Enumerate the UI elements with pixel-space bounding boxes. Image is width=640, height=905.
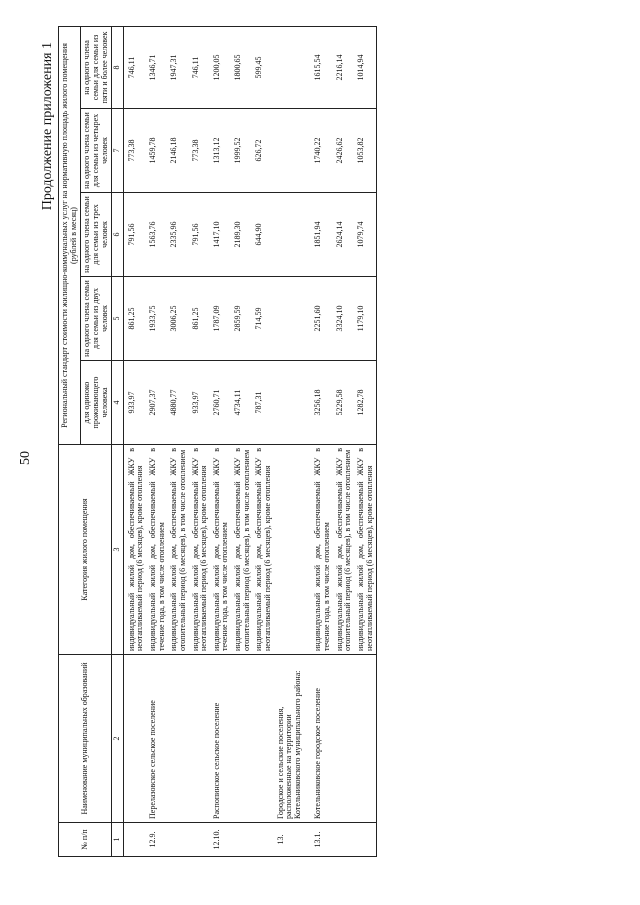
rate-family-4: 2146,18	[168, 109, 189, 193]
row-number: 12.10.	[211, 823, 232, 857]
rate-family-3: 2335,96	[168, 193, 189, 277]
header-family-3: на одного члена семьи для семьи из трех человек	[81, 193, 112, 277]
column-number: 3	[112, 445, 124, 655]
header-standard: Региональный стандарт стоимости жилищно-коммунальных услуг на нормативную площадь жилого помещения (рублей в месяц)	[59, 26, 81, 444]
column-number: 7	[112, 109, 124, 193]
header-municipality: Наименование муниципальных образований	[59, 655, 112, 823]
rate-family-2: 1787,09	[211, 277, 232, 361]
rate-family-4: 773,38	[123, 109, 147, 193]
rate-single: 2760,71	[211, 361, 232, 445]
row-number: 13.1.	[312, 823, 333, 857]
rate-family-5: 599,45	[253, 26, 274, 108]
column-number: 6	[112, 193, 124, 277]
page-number: 50	[18, 451, 33, 465]
table-header	[59, 26, 124, 856]
table-row	[123, 26, 147, 856]
row-number	[232, 823, 253, 857]
rate-single: 1282,78	[355, 361, 377, 445]
rate-family-5: 1800,65	[232, 26, 253, 108]
column-number: 1	[112, 823, 124, 857]
column-number: 8	[112, 26, 124, 108]
rate-family-3: 644,90	[253, 193, 274, 277]
rate-family-4: 1053,82	[355, 109, 377, 193]
rate-single: 787,31	[253, 361, 274, 445]
header-number: № п/п	[59, 823, 112, 857]
column-number: 2	[112, 655, 124, 823]
municipality-name	[123, 655, 147, 823]
rate-family-5	[275, 26, 313, 108]
municipality-name: Городское и сельские поселения, расположенные на территории Котельниковского муниципального района:	[275, 655, 313, 823]
rate-family-5: 1947,31	[168, 26, 189, 108]
rate-single: 3256,18	[312, 361, 333, 445]
row-number	[168, 823, 189, 857]
rate-single: 4880,77	[168, 361, 189, 445]
rate-family-3: 2189,30	[232, 193, 253, 277]
rate-family-5: 1014,94	[355, 26, 377, 108]
rate-family-4: 1459,78	[147, 109, 168, 193]
header-family-2: на одного члена семьи для семьи из двух человек	[81, 277, 112, 361]
row-number: 13.	[275, 823, 313, 857]
rate-family-3: 791,56	[123, 193, 147, 277]
table-row	[147, 26, 168, 856]
municipality-name: Котельниковское городское поселение	[312, 655, 333, 823]
rate-single: 2907,37	[147, 361, 168, 445]
rate-single	[275, 361, 313, 445]
housing-category: индивидуальный жилой дом, обеспечиваемый ЖКУ в течение года, в том числе отоплением	[147, 445, 168, 655]
municipality-name	[355, 655, 377, 823]
housing-category: индивидуальный жилой дом, обеспечиваемый ЖКУ в неотапливаемый период (6 месяцев), кроме отопления	[123, 445, 147, 655]
header-family-4: на одного члена семьи для семьи из четырех человек	[81, 109, 112, 193]
rate-family-2: 861,25	[190, 277, 211, 361]
rate-single: 933,97	[123, 361, 147, 445]
rate-family-5: 1615,54	[312, 26, 333, 108]
rate-single: 4734,11	[232, 361, 253, 445]
rate-family-5: 1200,05	[211, 26, 232, 108]
rate-family-3	[275, 193, 313, 277]
rate-family-2: 2251,60	[312, 277, 333, 361]
table-row	[275, 26, 313, 856]
table-row	[232, 26, 253, 856]
table-body	[123, 26, 376, 856]
tariff-table	[58, 26, 377, 857]
housing-category: индивидуальный жилой дом, обеспечиваемый ЖКУ в отопительный период (6 месяцев), в том числе отоплением	[168, 445, 189, 655]
table-row	[334, 26, 355, 856]
table-row	[211, 26, 232, 856]
rate-family-5: 746,11	[123, 26, 147, 108]
rate-family-4	[275, 109, 313, 193]
column-number: 4	[112, 361, 124, 445]
rate-family-4: 626,72	[253, 109, 274, 193]
rate-family-4: 1313,12	[211, 109, 232, 193]
row-number: 12.9.	[147, 823, 168, 857]
housing-category: индивидуальный жилой дом, обеспечиваемый ЖКУ в отопительный период (6 месяцев), в том числе отоплением	[334, 445, 355, 655]
rate-family-3: 1079,74	[355, 193, 377, 277]
annex-title: Продолжение приложения 1	[40, 42, 55, 211]
rate-family-3: 1417,10	[211, 193, 232, 277]
row-number	[253, 823, 274, 857]
row-number	[190, 823, 211, 857]
rate-single: 5229,58	[334, 361, 355, 445]
municipality-name	[168, 655, 189, 823]
municipality-name	[232, 655, 253, 823]
table-row	[168, 26, 189, 856]
header-category: Категория жилого помещения	[59, 445, 112, 655]
rate-family-2: 3324,10	[334, 277, 355, 361]
rate-family-4: 2426,62	[334, 109, 355, 193]
rate-family-5: 1346,71	[147, 26, 168, 108]
rate-family-2: 1179,10	[355, 277, 377, 361]
table-row	[253, 26, 274, 856]
rate-single: 933,97	[190, 361, 211, 445]
rate-family-2: 2859,59	[232, 277, 253, 361]
rate-family-5: 746,11	[190, 26, 211, 108]
row-number	[123, 823, 147, 857]
table-row	[312, 26, 333, 856]
row-number	[355, 823, 377, 857]
municipality-name	[334, 655, 355, 823]
housing-category	[275, 445, 313, 655]
table-row	[190, 26, 211, 856]
housing-category: индивидуальный жилой дом, обеспечиваемый ЖКУ в отопительный период (6 месяцев), в том числе отоплением	[232, 445, 253, 655]
rate-family-2: 714,59	[253, 277, 274, 361]
housing-category: индивидуальный жилой дом, обеспечиваемый ЖКУ в течение года, в том числе отоплением	[312, 445, 333, 655]
header-single: для одиноко проживающего человека	[81, 361, 112, 445]
rate-family-3: 1563,76	[147, 193, 168, 277]
column-number: 5	[112, 277, 124, 361]
housing-category: индивидуальный жилой дом, обеспечиваемый ЖКУ в неотапливаемый период (6 месяцев), кроме отопления	[253, 445, 274, 655]
municipality-name	[190, 655, 211, 823]
table-row	[355, 26, 377, 856]
header-family-5: на одного члена семьи для семьи из пяти и более человек	[81, 26, 112, 108]
housing-category: индивидуальный жилой дом, обеспечиваемый ЖКУ в неотапливаемый период (6 месяцев), кроме отопления	[190, 445, 211, 655]
rate-family-3: 2624,14	[334, 193, 355, 277]
rate-family-2: 3006,25	[168, 277, 189, 361]
municipality-name: Перелазовское сельское поселение	[147, 655, 168, 823]
rate-family-3: 791,56	[190, 193, 211, 277]
rate-family-5: 2216,14	[334, 26, 355, 108]
housing-category: индивидуальный жилой дом, обеспечиваемый ЖКУ в неотапливаемый период (6 месяцев), кроме отопления	[355, 445, 377, 655]
rate-family-2: 1933,75	[147, 277, 168, 361]
municipality-name: Распопинское сельское поселение	[211, 655, 232, 823]
rate-family-4: 773,38	[190, 109, 211, 193]
housing-category: индивидуальный жилой дом, обеспечиваемый ЖКУ в течение года, в том числе отоплением	[211, 445, 232, 655]
municipality-name	[253, 655, 274, 823]
rate-family-4: 1999,52	[232, 109, 253, 193]
rate-family-3: 1851,94	[312, 193, 333, 277]
rate-family-2	[275, 277, 313, 361]
rate-family-4: 1740,22	[312, 109, 333, 193]
row-number	[334, 823, 355, 857]
rate-family-2: 861,25	[123, 277, 147, 361]
